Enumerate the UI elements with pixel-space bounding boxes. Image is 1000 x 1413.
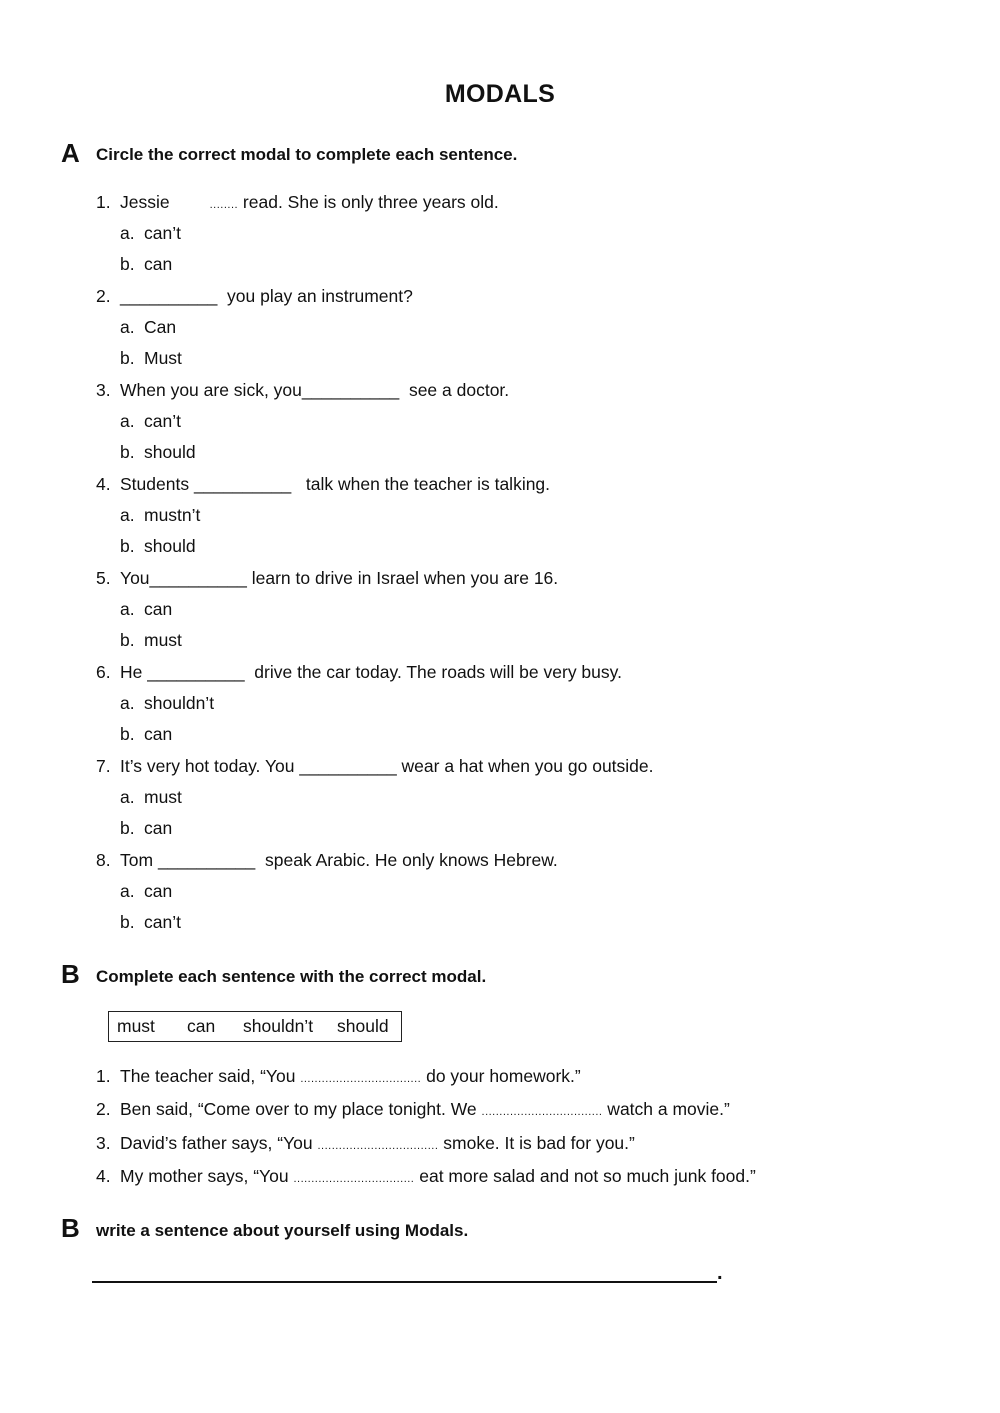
answer-blank[interactable]: __________: [193, 474, 292, 494]
question-number: 8.: [96, 850, 111, 870]
option-text: should: [144, 536, 196, 556]
page-title: MODALS: [444, 80, 556, 108]
option-text: Must: [144, 348, 182, 368]
answer-blank[interactable]: __________: [157, 850, 256, 870]
question-number: 5.: [96, 568, 111, 588]
option-text: can: [144, 254, 173, 274]
answer-blank[interactable]: __________: [120, 286, 218, 306]
option-text: can: [144, 818, 173, 838]
section-b-instruction: Complete each sentence with the correct modal.: [96, 967, 487, 986]
section-a-instruction: Circle the correct modal to complete each sentence.: [96, 145, 518, 164]
question-text-before: He: [120, 662, 148, 682]
fill-sentence-4: [96, 1166, 756, 1187]
option-a[interactable]: [120, 411, 181, 432]
question-text-after: wear a hat when you go outside.: [396, 756, 654, 776]
sentence-text-before: Ben said, “Come over to my place tonight. We: [120, 1099, 482, 1119]
option-letter: b.: [120, 442, 135, 462]
question-text-after: drive the car today. The roads will be very busy.: [244, 662, 622, 682]
option-letter: a.: [120, 693, 135, 713]
answer-blank[interactable]: __________: [299, 756, 397, 776]
word-bank-item: should: [337, 1016, 389, 1036]
sentence-number: 4.: [96, 1166, 111, 1186]
word-bank-item: shouldn’t: [243, 1016, 314, 1036]
option-a[interactable]: [120, 317, 176, 338]
option-text: should: [144, 442, 196, 462]
option-a[interactable]: [120, 881, 172, 902]
option-text: mustn’t: [144, 505, 201, 525]
option-letter: a.: [120, 787, 135, 807]
option-b[interactable]: [120, 912, 181, 933]
option-letter: b.: [120, 348, 135, 368]
answer-blank[interactable]: __________: [149, 568, 247, 588]
option-a[interactable]: [120, 693, 214, 714]
question-number: 6.: [96, 662, 111, 682]
option-letter: a.: [120, 411, 135, 431]
option-a[interactable]: [120, 223, 181, 244]
question-text-before: Students: [120, 474, 194, 494]
option-text: can’t: [144, 912, 181, 932]
section-a-letter: A: [61, 138, 80, 168]
question-number: 2.: [96, 286, 111, 306]
question-text-after: read. She is only three years old.: [238, 192, 499, 212]
question-3: [96, 380, 509, 401]
sentence-text-after: do your homework.”: [421, 1066, 581, 1086]
question-1: [96, 192, 499, 213]
question-text-after: talk when the teacher is talking.: [291, 474, 551, 494]
option-b[interactable]: [120, 818, 172, 839]
answer-blank[interactable]: ..................................: [317, 1140, 439, 1152]
option-a[interactable]: [120, 505, 200, 526]
option-b[interactable]: [120, 724, 172, 745]
question-8: [96, 850, 558, 871]
option-letter: a.: [120, 223, 135, 243]
question-text-after: see a doctor.: [399, 380, 510, 400]
option-text: can: [144, 599, 173, 619]
option-a[interactable]: [120, 599, 172, 620]
option-letter: a.: [120, 881, 135, 901]
option-letter: b.: [120, 536, 135, 556]
word-bank: [108, 1011, 402, 1042]
question-text-before: When you are sick, you: [120, 380, 302, 400]
option-text: must: [144, 787, 182, 807]
option-a[interactable]: [120, 787, 182, 808]
sentence-text-before: The teacher said, “You: [120, 1066, 301, 1086]
question-2: [96, 286, 413, 307]
option-letter: a.: [120, 505, 135, 525]
section-c-instruction: write a sentence about yourself using Modals.: [96, 1221, 469, 1240]
question-6: [96, 662, 622, 683]
question-text-before: It’s very hot today. You: [120, 756, 300, 776]
option-text: can’t: [144, 411, 181, 431]
section-c-letter: B: [61, 1213, 80, 1243]
option-b[interactable]: [120, 536, 196, 557]
sentence-text-after: watch a movie.”: [602, 1099, 730, 1119]
sentence-text-after: eat more salad and not so much junk food.”: [414, 1166, 756, 1186]
sentence-text-before: My mother says, “You: [120, 1166, 294, 1186]
question-number: 7.: [96, 756, 111, 776]
answer-blank[interactable]: __________: [301, 380, 400, 400]
answer-blank[interactable]: ..................................: [293, 1173, 415, 1185]
answer-line[interactable]: [92, 1281, 717, 1283]
option-letter: b.: [120, 912, 135, 932]
question-text-after: learn to drive in Israel when you are 16.: [246, 568, 559, 588]
fill-sentence-1: [96, 1066, 581, 1087]
option-letter: b.: [120, 630, 135, 650]
question-5: [96, 568, 558, 589]
option-text: must: [144, 630, 182, 650]
question-text-after: speak Arabic. He only knows Hebrew.: [255, 850, 558, 870]
option-letter: a.: [120, 599, 135, 619]
option-letter: b.: [120, 724, 135, 744]
answer-blank[interactable]: ..................................: [481, 1106, 603, 1118]
option-b[interactable]: [120, 442, 196, 463]
option-letter: a.: [120, 317, 135, 337]
option-text: can: [144, 724, 173, 744]
question-number: 4.: [96, 474, 111, 494]
sentence-number: 1.: [96, 1066, 111, 1086]
word-bank-item: must: [117, 1016, 155, 1036]
question-text-before: Tom: [120, 850, 158, 870]
option-b[interactable]: [120, 348, 182, 369]
sentence-number: 2.: [96, 1099, 111, 1119]
word-bank-item: can: [187, 1016, 216, 1036]
option-text: shouldn’t: [144, 693, 215, 713]
option-letter: b.: [120, 818, 135, 838]
sentence-text-before: David’s father says, “You: [120, 1133, 318, 1153]
fill-sentence-3: [96, 1133, 635, 1154]
question-7: [96, 756, 654, 777]
question-number: 3.: [96, 380, 111, 400]
question-text-after: you play an instrument?: [217, 286, 413, 306]
option-text: can: [144, 881, 173, 901]
answer-end-mark: .: [717, 1262, 723, 1284]
option-text: Can: [144, 317, 177, 337]
sentence-number: 3.: [96, 1133, 111, 1153]
answer-blank[interactable]: __________: [147, 662, 245, 682]
option-b[interactable]: [120, 630, 182, 651]
option-letter: b.: [120, 254, 135, 274]
option-b[interactable]: [120, 254, 172, 275]
section-b-letter: B: [61, 959, 80, 989]
question-4: [96, 474, 550, 495]
sentence-text-after: smoke. It is bad for you.”: [438, 1133, 635, 1153]
answer-blank[interactable]: ..................................: [300, 1073, 422, 1085]
question-text-before: You: [120, 568, 150, 588]
answer-blank[interactable]: ........: [209, 199, 239, 211]
question-text-before: Jessie: [120, 192, 170, 212]
option-text: can’t: [144, 223, 181, 243]
question-number: 1.: [96, 192, 111, 212]
fill-sentence-2: [96, 1099, 730, 1120]
